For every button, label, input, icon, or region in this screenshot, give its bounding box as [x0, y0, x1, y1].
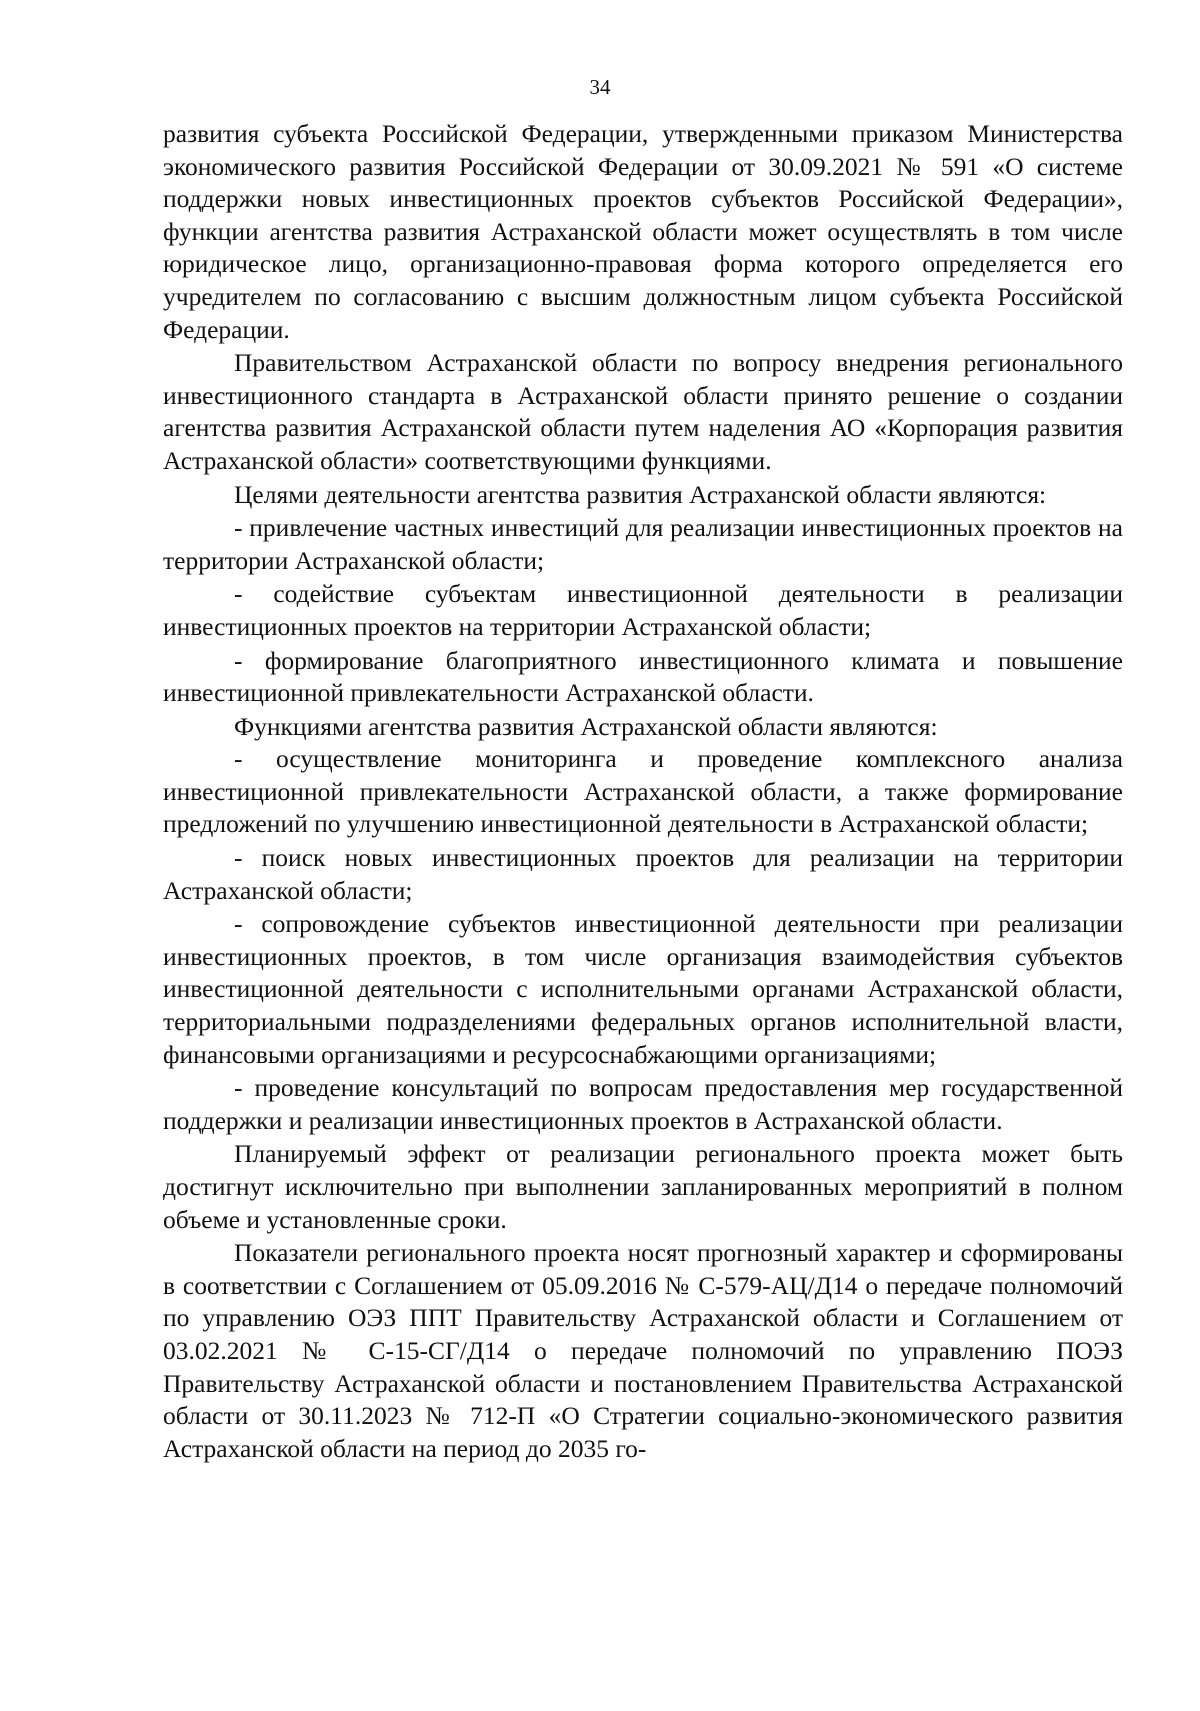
- list-item-goal-2: - содействие субъектам инвестиционной деятельности в реализации инвестиционных проектов на территории Астраханской области;: [163, 579, 1123, 641]
- list-item-function-3: - сопровождение субъектов инвестиционной деятельности при реализации инвестиционных проектов, в том числе организация взаимодействия субъектов инвестиционной деятельности с исполнительными органами Астраханской области, территориальными подразделениями федеральных органов исполнительной власти, финансовыми организациями и ресурсоснабжающими организациями;: [163, 909, 1123, 1069]
- paragraph-indicators: Показатели регионального проекта носят прогнозный характер и сформированы в соответствии с Соглашением от 05.09.2016 № С-579-АЦ/Д14 о передаче полномочий по управлению ОЭЗ ППТ Правительству Астраханской области и Соглашением от 03.02.2021 № С-15-СГ/Д14 о передаче полномочий по управлению ПОЭЗ Правительству Астраханской области и постановлением Правительства Астраханской области от 30.11.2023 № 712-П «О Стратегии социально-экономического развития Астраханской области на период до 2035 го-: [163, 1238, 1123, 1463]
- paragraph-continuation: развития субъекта Российской Федерации, утвержденными приказом Министерства экономического развития Российской Федерации от 30.09.2021 № 591 «О системе поддержки новых инвестиционных проектов субъектов Российской Федерации», функции агентства развития Астраханской области может осуществлять в том числе юридическое лицо, организационно-правовая форма которого определяется его учредителем по согласованию с высшим должностным лицом субъекта Российской Федерации.: [163, 119, 1123, 344]
- paragraph-government-decision: Правительством Астраханской области по вопросу внедрения регионального инвестиционного стандарта в Астраханской области принято решение о создании агентства развития Астраханской области путем наделения АО «Корпорация развития Астраханской области» соответствующими функциями.: [163, 348, 1123, 475]
- list-item-goal-1: - привлечение частных инвестиций для реализации инвестиционных проектов на территории Астраханской области;: [163, 513, 1123, 575]
- list-item-function-4: - проведение консультаций по вопросам предоставления мер государственной поддержки и реализации инвестиционных проектов в Астраханской области.: [163, 1073, 1123, 1135]
- document-body: [163, 118, 1123, 1465]
- paragraph-planned-effect: Планируемый эффект от реализации регионального проекта может быть достигнут исключительно при выполнении запланированных мероприятий в полном объеме и установленные сроки.: [163, 1139, 1123, 1234]
- list-item-function-1: - осуществление мониторинга и проведение комплексного анализа инвестиционной привлекательности Астраханской области, а также формирование предложений по улучшению инвестиционной деятельности в Астраханской области;: [163, 744, 1123, 839]
- list-item-goal-3: - формирование благоприятного инвестиционного климата и повышение инвестиционной привлекательности Астраханской области.: [163, 645, 1123, 708]
- list-item-function-2: - поиск новых инвестиционных проектов для реализации на территории Астраханской области;: [163, 843, 1123, 905]
- paragraph-goals-heading: Целями деятельности агентства развития Астраханской области являются:: [234, 479, 1047, 509]
- paragraph-functions-heading: Функциями агентства развития Астраханской области являются:: [234, 711, 938, 741]
- page-number: 34: [589, 75, 611, 99]
